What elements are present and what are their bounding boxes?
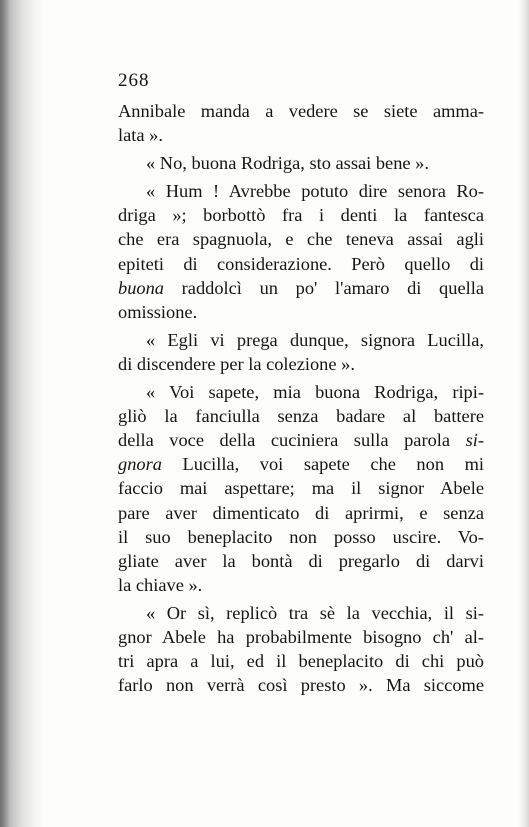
text-span: « Or sì, replicò tra sè la vecchia, il si- (146, 602, 484, 623)
text-span: pare aver dimenticato di aprirmi, e senza (118, 502, 484, 523)
text-span: tri apra a lui, ed il beneplacito di chi può (118, 651, 484, 672)
text-line (118, 452, 484, 476)
text-span: « Hum ! Avrebbe potuto dire senora Ro- (146, 181, 484, 202)
body-text (118, 99, 484, 697)
text-span: « No, buona Rodriga, sto assai bene ». (146, 153, 429, 174)
text-span: di discendere per la colezione ». (118, 353, 355, 374)
text-line (118, 276, 484, 300)
text-span: omissione. (118, 301, 198, 322)
text-span: lata ». (118, 125, 163, 146)
text-span: faccio mai aspettare; ma il signor Abele (118, 478, 484, 499)
text-span: farlo non verrà così presto ». Ma siccome (118, 675, 484, 696)
text-span: della voce della cuciniera sulla parola (118, 430, 466, 451)
text-line (118, 328, 484, 352)
text-line (118, 476, 484, 500)
text-line (118, 673, 484, 697)
text-line (118, 227, 484, 251)
text-span: gliò la fanciulla senza badare al battere (118, 406, 484, 427)
text-span: la chiave ». (118, 574, 203, 595)
text-line (118, 252, 484, 276)
text-line (118, 203, 484, 227)
text-span: il suo beneplacito non posso uscire. Vo- (118, 526, 484, 547)
text-span: Lucilla, voi sapete che non mi (161, 454, 484, 475)
text-line (118, 380, 484, 404)
text-span: gnor Abele ha probabilmente bisogno ch' al- (118, 626, 484, 647)
text-line (118, 352, 484, 376)
text-span: Annibale manda a vedere se siete amma- (118, 101, 484, 121)
text-span: « Voi sapete, mia buona Rodriga, ripi- (146, 382, 484, 403)
text-line (118, 428, 484, 452)
text-line (118, 525, 484, 549)
italic-text: gnora (118, 454, 162, 475)
text-line (118, 179, 484, 203)
text-line (118, 625, 484, 649)
text-line (118, 573, 484, 597)
page-number: 268 (118, 70, 150, 91)
text-line (118, 151, 484, 175)
text-line (118, 649, 484, 673)
text-span: epiteti di considerazione. Però quello di (118, 253, 484, 274)
text-span: driga »; borbottò fra i denti la fantesca (118, 205, 484, 226)
text-line (118, 404, 484, 428)
italic-text: si- (465, 430, 484, 451)
text-line (118, 501, 484, 525)
text-line (118, 123, 484, 147)
italic-text: buona (118, 277, 164, 298)
text-span: raddolcì un po' l'amaro di quella (163, 277, 484, 298)
page-binding-shadow (0, 0, 44, 827)
text-line (118, 549, 484, 573)
text-line (118, 300, 484, 324)
text-span: che era spagnuola, e che teneva assai agli (118, 229, 484, 250)
text-span: gliate aver la bontà di pregarlo di darvi (118, 550, 484, 571)
text-line (118, 601, 484, 625)
page-edge-shadow (519, 0, 529, 827)
text-line (118, 99, 484, 123)
text-span: « Egli vi prega dunque, signora Lucilla, (146, 329, 484, 350)
